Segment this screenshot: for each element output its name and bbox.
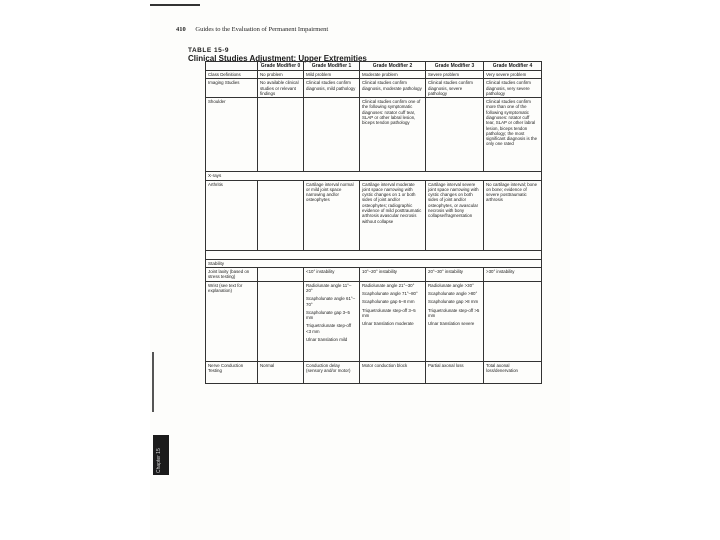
table-cell: Clinical studies confirm one of the following symptomatic diagnoses: rotator cuff tear, SLAP or other labral lesion, biceps tendon pathology	[360, 98, 426, 172]
table-cell: Clinical studies confirm diagnosis, moderate pathology	[360, 79, 426, 98]
table-row	[206, 361, 542, 383]
table-cell: Clinical studies confirm more than one of the following symptomatic diagnoses: rotator cuff tear, SLAP or other labral lesion, biceps tendon pathology; the most significant diagnosis is the only one rated	[484, 98, 542, 172]
section-row	[206, 172, 542, 181]
table-cell: Moderate problem	[360, 71, 426, 79]
table-row	[206, 281, 542, 361]
row-label: Arthritis	[206, 180, 258, 250]
wrist-value: Scapholunate gap >8 mm	[428, 299, 479, 305]
table-cell: Severe problem	[426, 71, 484, 79]
column-header: Grade Modifier 3	[426, 62, 484, 71]
table-cell	[360, 281, 426, 361]
row-label: Shoulder	[206, 98, 258, 172]
running-header	[176, 26, 328, 33]
page-number: 410	[176, 26, 186, 33]
table-cell: No available clinical studies or relevant findings	[258, 79, 304, 98]
table-header-row	[206, 62, 542, 71]
table-cell: Cartilage interval severe joint space narrowing with cystic changes on both sides of joint and/or osteophytes, or avascular necrosis with bony collapse/fragmentation	[426, 180, 484, 250]
table-cell: >30° instability	[484, 268, 542, 282]
wrist-value: Radiolunate angle 21°–30°	[362, 282, 415, 288]
wrist-value: Radiolunate angle >30°	[428, 282, 474, 288]
column-header: Grade Modifier 2	[360, 62, 426, 71]
table-cell: No problem	[258, 71, 304, 79]
table-cell: Cartilage interval moderate joint space narrowing with cystic changes on 1 or both sides of joint and/or osteophytes; radiographic evidence of mild posttraumatic arthrosis avascular necrosis without collapse	[360, 180, 426, 250]
table-cell	[304, 281, 360, 361]
table-cell	[258, 268, 304, 282]
section-label: X-rays	[206, 172, 542, 181]
table-cell: Mild problem	[304, 71, 360, 79]
clinical-studies-table	[205, 61, 542, 384]
section-label: Stability	[206, 259, 542, 268]
table-cell	[258, 281, 304, 361]
wrist-value: Ulnar translation severe	[428, 321, 475, 327]
wrist-value: Radiolunate angle 11°–20°	[306, 282, 352, 293]
table-cell: Partial axonal loss	[426, 361, 484, 383]
table-cell: Total axonal loss/denervation	[484, 361, 542, 383]
table-cell	[304, 98, 360, 172]
table-row	[206, 180, 542, 250]
row-label: Wrist (see text for explanation)	[206, 281, 258, 361]
table-cell: Clinical studies confirm diagnosis, very severe pathology	[484, 79, 542, 98]
table-cell: Motor conduction block	[360, 361, 426, 383]
wrist-value: Triquetrolunate step-off 3–5 mm	[362, 307, 416, 318]
table-cell: No cartilage interval; bone on bone; evidence of severe posttraumatic arthrosis	[484, 180, 542, 250]
wrist-value: Scapholunate angle 61°–70°	[306, 296, 356, 307]
wrist-value: Triquetrolunate step-off >5 mm	[428, 307, 480, 318]
row-label: Nerve Conduction Testing	[206, 361, 258, 383]
table-cell	[426, 281, 484, 361]
table-label: TABLE 15-9	[188, 47, 229, 54]
table-cell	[426, 98, 484, 172]
wrist-value: Scapholunate angle 71°–80°	[362, 290, 418, 296]
wrist-value: Scapholunate gap 3–5 mm	[306, 309, 350, 321]
table-cell: <10° instability	[304, 268, 360, 282]
table-row	[206, 71, 542, 79]
table-row	[206, 79, 542, 98]
section-row	[206, 259, 542, 268]
table-cell: Cartilage interval normal or mild joint space narrowing and/or osteophytes	[304, 180, 360, 250]
chapter-tab-label: Chapter 15	[156, 448, 162, 473]
spacer-row	[206, 250, 542, 259]
table-cell: Very severe problem	[484, 71, 542, 79]
table-cell: Clinical studies confirm diagnosis, mild pathology	[304, 79, 360, 98]
empty-cell	[206, 250, 542, 259]
column-header: Grade Modifier 0	[258, 62, 304, 71]
chapter-side-tab	[153, 435, 169, 475]
table-row	[206, 268, 542, 282]
column-header: Grade Modifier 1	[304, 62, 360, 71]
wrist-value: Scapholunate gap 6–8 mm	[362, 299, 415, 305]
margin-mark	[152, 352, 154, 412]
table-cell: Normal	[258, 361, 304, 383]
table-cell	[258, 98, 304, 172]
top-rule	[150, 4, 200, 6]
table-cell: Clinical studies confirm diagnosis, severe pathology	[426, 79, 484, 98]
row-label: Joint laxity (based on stress testing)	[206, 268, 258, 282]
table-cell: Conduction delay (sensory and/or motor)	[304, 361, 360, 383]
running-head-title: Guides to the Evaluation of Permanent Impairment	[195, 26, 329, 33]
table-row	[206, 98, 542, 172]
wrist-value: Ulnar translation mild	[306, 336, 348, 342]
row-label: Imaging Studies	[206, 79, 258, 98]
column-header	[206, 62, 258, 71]
wrist-value: Scapholunate angle >80°	[428, 290, 478, 296]
column-header: Grade Modifier 4	[484, 62, 542, 71]
table-cell	[258, 180, 304, 250]
table-cell: 20°–30° instability	[426, 268, 484, 282]
table-cell	[484, 281, 542, 361]
wrist-value: Triquetrolunate step-off <3 mm	[306, 323, 352, 334]
row-label: Class Definitions	[206, 71, 258, 79]
table-title: Clinical Studies Adjustment: Upper Extremities	[188, 54, 367, 63]
wrist-value: Ulnar translation moderate	[362, 321, 414, 327]
table-cell: 10°–20° instability	[360, 268, 426, 282]
